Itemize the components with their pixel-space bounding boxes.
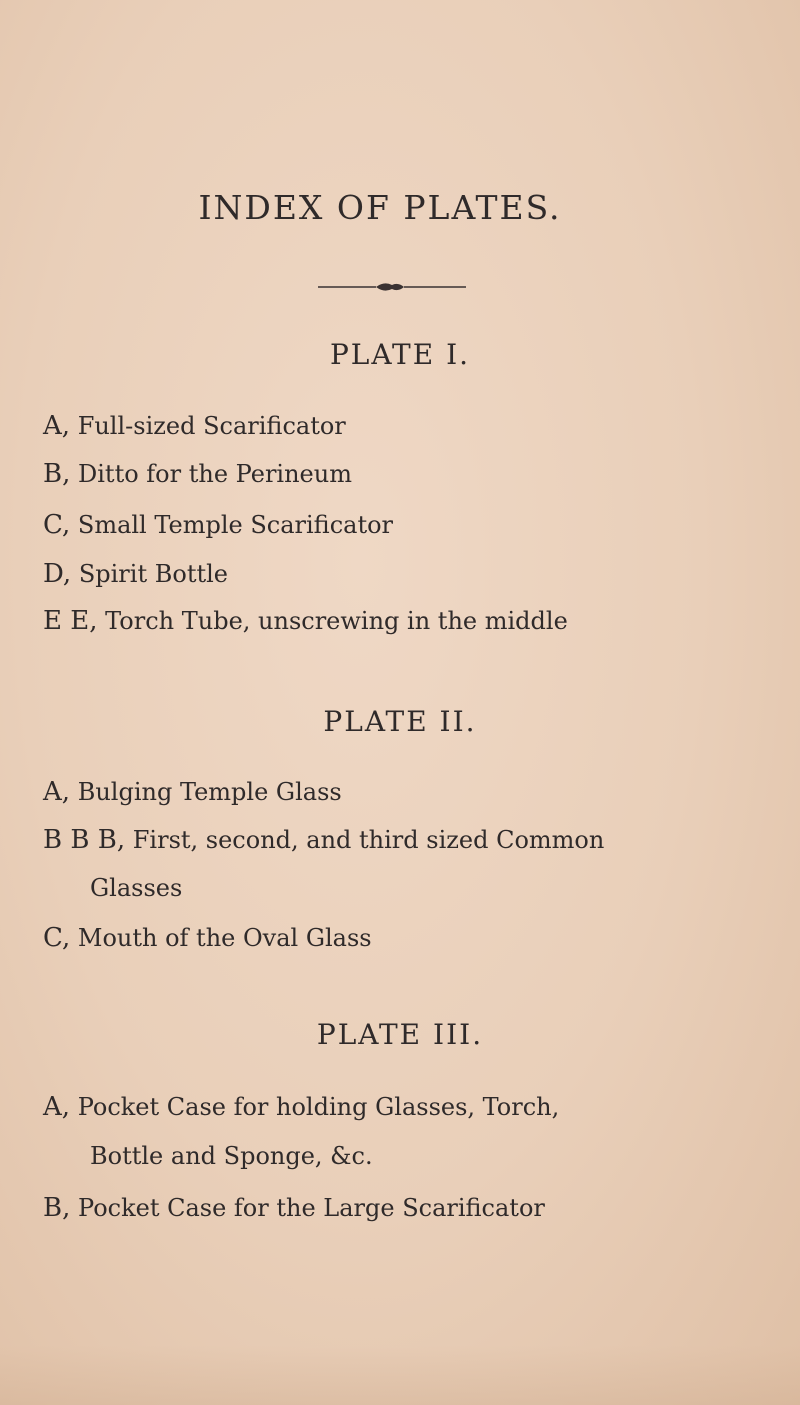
entry-letter: B, (43, 1193, 71, 1223)
entry-text: Bulging Temple Glass (77, 778, 342, 806)
plate-3-entry-a-continuation: Bottle and Sponge, &c. (90, 1142, 373, 1170)
entry-letter: E E, (43, 606, 98, 636)
entry-text: Small Temple Scarificator (77, 511, 394, 539)
entry-letter: B B B, (43, 825, 126, 855)
plate-3-heading: PLATE III. (316, 1018, 484, 1051)
entry-text: Full-sized Scarificator (77, 412, 346, 440)
plate-2-entry-b (43, 827, 604, 853)
plate-1-entry-d (43, 561, 228, 587)
plate-1-entry-a (43, 413, 346, 439)
plate-1-entry-c (43, 512, 393, 538)
entry-text: First, second, and third sized Common (132, 826, 605, 854)
plate-2-entry-a (43, 779, 342, 805)
entry-letter: B, (43, 459, 71, 489)
plate-2-entry-b-continuation: Glasses (90, 874, 183, 902)
plate-2-entry-c (43, 925, 372, 951)
plate-1-entry-b (43, 461, 352, 487)
entry-text: Pocket Case for the Large Scarificator (78, 1194, 545, 1222)
entry-letter: C, (43, 510, 71, 540)
entry-text: Ditto for the Perineum (78, 460, 352, 488)
entry-letter: A, (43, 777, 71, 807)
plate-2-heading: PLATE II. (323, 705, 477, 738)
page-title: INDEX OF PLATES. (198, 188, 562, 227)
entry-letter: A, (43, 1092, 71, 1122)
decorative-rule-icon (318, 280, 466, 294)
plate-3-entry-b (43, 1195, 545, 1221)
entry-letter: D, (43, 559, 72, 589)
entry-letter: C, (43, 923, 71, 953)
plate-3-entry-a (43, 1094, 559, 1120)
entry-text: Mouth of the Oval Glass (77, 924, 372, 952)
entry-text: Torch Tube, unscrewing in the middle (105, 607, 568, 635)
plate-1-heading: PLATE I. (329, 338, 471, 371)
entry-text: Spirit Bottle (78, 560, 228, 588)
entry-letter: A, (43, 411, 71, 441)
entry-text: Pocket Case for holding Glasses, Torch, (77, 1093, 560, 1121)
plate-1-entry-e (43, 608, 568, 634)
